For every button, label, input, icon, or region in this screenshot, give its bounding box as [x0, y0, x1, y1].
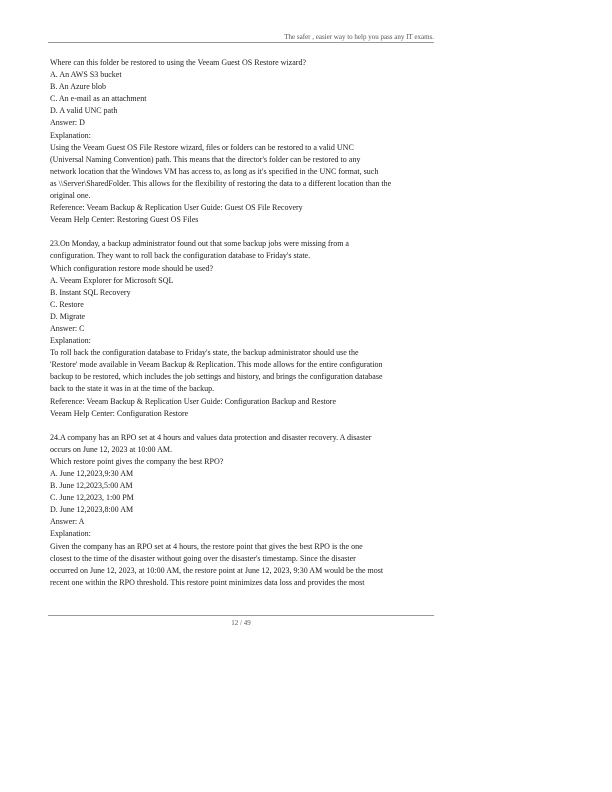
q22-explanation-line: as \\Server\SharedFolder. This allows for the flexibility of restoring the data to a different location than the — [50, 178, 392, 188]
q23-explanation-label: Explanation: — [50, 336, 91, 346]
q23-explanation-line: back to the state it was in at the time of the backup. — [50, 384, 215, 394]
q22-option-d: D. A valid UNC path — [50, 106, 118, 116]
q24-question-line: Which restore point gives the company the best RPO? — [50, 456, 224, 466]
q24-explanation-label: Explanation: — [50, 529, 91, 539]
q24-question-line: occurs on June 12, 2023 at 10:00 AM. — [50, 444, 172, 454]
q23-option-b: B. Instant SQL Recovery — [50, 287, 131, 297]
q23-question-line: configuration. They want to roll back the configuration database to Friday's state. — [50, 251, 311, 261]
q22-explanation-label: Explanation: — [50, 130, 91, 140]
q24-question-line: 24.A company has an RPO set at 4 hours and values data protection and disaster recovery. A disaster — [50, 432, 372, 442]
q22-reference: Veeam Help Center: Restoring Guest OS Files — [50, 215, 199, 225]
q22-reference: Reference: Veeam Backup & Replication User Guide: Guest OS File Recovery — [50, 203, 303, 213]
q24-option-c: C. June 12,2023, 1:00 PM — [50, 493, 134, 503]
q23-option-a: A. Veeam Explorer for Microsoft SQL — [50, 275, 174, 285]
q23-question-line: 23.On Monday, a backup administrator found out that some backup jobs were missing from a — [50, 239, 349, 249]
page-number: 12 / 49 — [231, 619, 251, 627]
q24-option-d: D. June 12,2023,8:00 AM — [50, 505, 134, 515]
page-content — [50, 57, 434, 589]
q22-option-b: B. An Azure blob — [50, 82, 106, 92]
q22-option-a: A. An AWS S3 bucket — [50, 70, 122, 80]
q23-explanation-line: backup to be restored, which includes the job settings and history, and brings the configuration database — [50, 372, 383, 382]
q24-option-a: A. June 12,2023,9:30 AM — [50, 469, 134, 478]
q24-explanation-line: Given the company has an RPO set at 4 hours, the restore point that gives the best RPO is the one — [50, 541, 363, 551]
q24-explanation-line: closest to the time of the disaster without going over the disaster's timestamp. Since the disaster — [50, 553, 356, 563]
q23-answer: Answer: C — [50, 323, 85, 333]
q24-explanation-line: occurred on June 12, 2023, at 10:00 AM, the restore point at June 12, 2023, 9:30 AM would be the most — [50, 565, 384, 575]
q23-option-d: D. Migrate — [50, 311, 86, 321]
q22-explanation-line: original one. — [50, 191, 91, 201]
q23-reference: Veeam Help Center: Configuration Restore — [50, 408, 189, 418]
q22-explanation-line: (Universal Naming Convention) path. This means that the director's folder can be restored to any — [50, 154, 361, 164]
footer-divider — [48, 615, 434, 616]
q23-reference: Reference: Veeam Backup & Replication User Guide: Configuration Backup and Restore — [50, 396, 336, 406]
q24-option-b: B. June 12,2023,5:00 AM — [50, 481, 133, 491]
q22-question: Where can this folder be restored to using the Veeam Guest OS Restore wizard? — [50, 58, 306, 67]
page-header-tagline: The safer , easier way to help you pass any IT exams. — [284, 33, 434, 41]
q24-answer: Answer: A — [50, 517, 85, 527]
q23-question-line: Which configuration restore mode should be used? — [50, 263, 214, 273]
q22-explanation-line: network location that the Windows VM has access to, as long as it's specified in the UNC format, such — [50, 166, 379, 176]
header-divider — [48, 42, 434, 43]
q22-option-c: C. An e-mail as an attachment — [50, 94, 147, 104]
q23-explanation-line: 'Restore' mode available in Veeam Backup & Replication. This mode allows for the entire configuration — [50, 360, 383, 370]
q23-explanation-line: To roll back the configuration database to Friday's state, the backup administrator should use the — [50, 348, 359, 358]
q24-explanation-line: recent one within the RPO threshold. This restore point minimizes data loss and provides the most — [50, 577, 365, 587]
q22-answer: Answer: D — [50, 118, 85, 128]
q22-explanation-line: Using the Veeam Guest OS File Restore wizard, files or folders can be restored to a valid UNC — [50, 142, 354, 152]
q23-option-c: C. Restore — [50, 299, 84, 309]
